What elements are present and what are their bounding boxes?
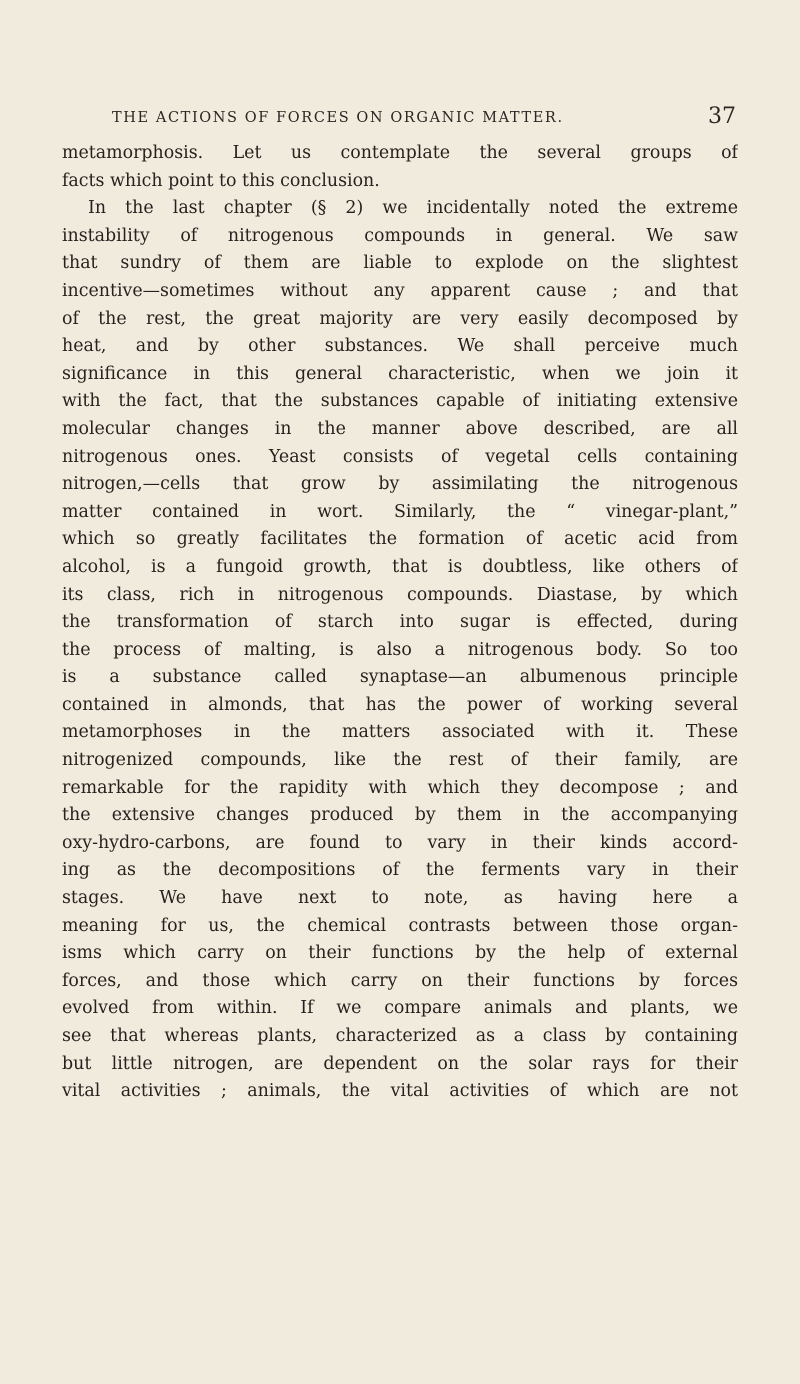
text-line: nitrogenous ones. Yeast consists of vegetal cells containing	[62, 446, 738, 467]
text-line: the process of malting, is also a nitrogenous body. So too	[62, 639, 738, 660]
text-line: molecular changes in the manner above described, are all	[62, 418, 738, 439]
text-line: the transformation of starch into sugar is effected, during	[62, 612, 738, 633]
text-line: isms which carry on their functions by the help of external	[62, 943, 738, 964]
text-line: contained in almonds, that has the power of working several	[62, 694, 738, 715]
text-line: is a substance called synaptase—an albumenous principle	[62, 667, 738, 688]
text-line: stages. We have next to note, as having here a	[62, 888, 738, 909]
text-line: metamorphosis. Let us contemplate the several groups of	[62, 143, 738, 163]
text-line: see that whereas plants, characterized as a class by containing	[62, 1026, 738, 1046]
text-line: which so greatly facilitates the formation of acetic acid from	[62, 529, 738, 550]
text-line: of the rest, the great majority are very easily decomposed by	[62, 308, 738, 329]
text-line: that sundry of them are liable to explode on the slightest	[62, 253, 738, 274]
running-head	[62, 104, 736, 134]
text-line: ing as the decompositions of the ferments vary in their	[62, 860, 738, 881]
text-line: remarkable for the rapidity with which they decompose ; and	[62, 777, 738, 798]
text-line: alcohol, is a fungoid growth, that is doubtless, like others of	[62, 556, 738, 577]
text-line: evolved from within. If we compare animals and plants, we	[62, 998, 738, 1019]
text-line: incentive—sometimes without any apparent cause ; and that	[62, 280, 738, 301]
text-line: meaning for us, the chemical contrasts between those organ-	[62, 915, 738, 936]
text-line: nitrogenized compounds, like the rest of their family, are	[62, 750, 738, 771]
body-text	[62, 140, 738, 1106]
text-line: oxy-hydro-carbons, are found to vary in their kinds accord-	[62, 832, 738, 853]
text-line: heat, and by other substances. We shall perceive much	[62, 336, 738, 357]
text-line: nitrogen,—cells that grow by assimilating the nitrogenous	[62, 474, 738, 495]
text-line: its class, rich in nitrogenous compounds. Diastase, by which	[62, 584, 738, 605]
running-title: THE ACTIONS OF FORCES ON ORGANIC MATTER.	[112, 110, 564, 126]
text-line: instability of nitrogenous compounds in general. We saw	[62, 225, 738, 246]
page-number: 37	[708, 104, 736, 129]
text-line: significance in this general characteristic, when we join it	[62, 363, 738, 384]
text-line: matter contained in wort. Similarly, the “ vinegar-plant,”	[62, 501, 738, 522]
text-line: vital activities ; animals, the vital activities of which are not	[62, 1081, 738, 1102]
text-line: the extensive changes produced by them in the accompanying	[62, 805, 738, 826]
text-line: metamorphoses in the matters associated with it. These	[62, 722, 738, 743]
text-line: In the last chapter (§ 2) we incidentally noted the extreme	[88, 198, 738, 219]
text-line: but little nitrogen, are dependent on the solar rays for their	[62, 1053, 738, 1074]
text-line: facts which point to this conclusion.	[62, 170, 380, 191]
text-line: forces, and those which carry on their functions by forces	[62, 970, 738, 991]
text-line: with the fact, that the substances capable of initiating extensive	[62, 391, 738, 412]
